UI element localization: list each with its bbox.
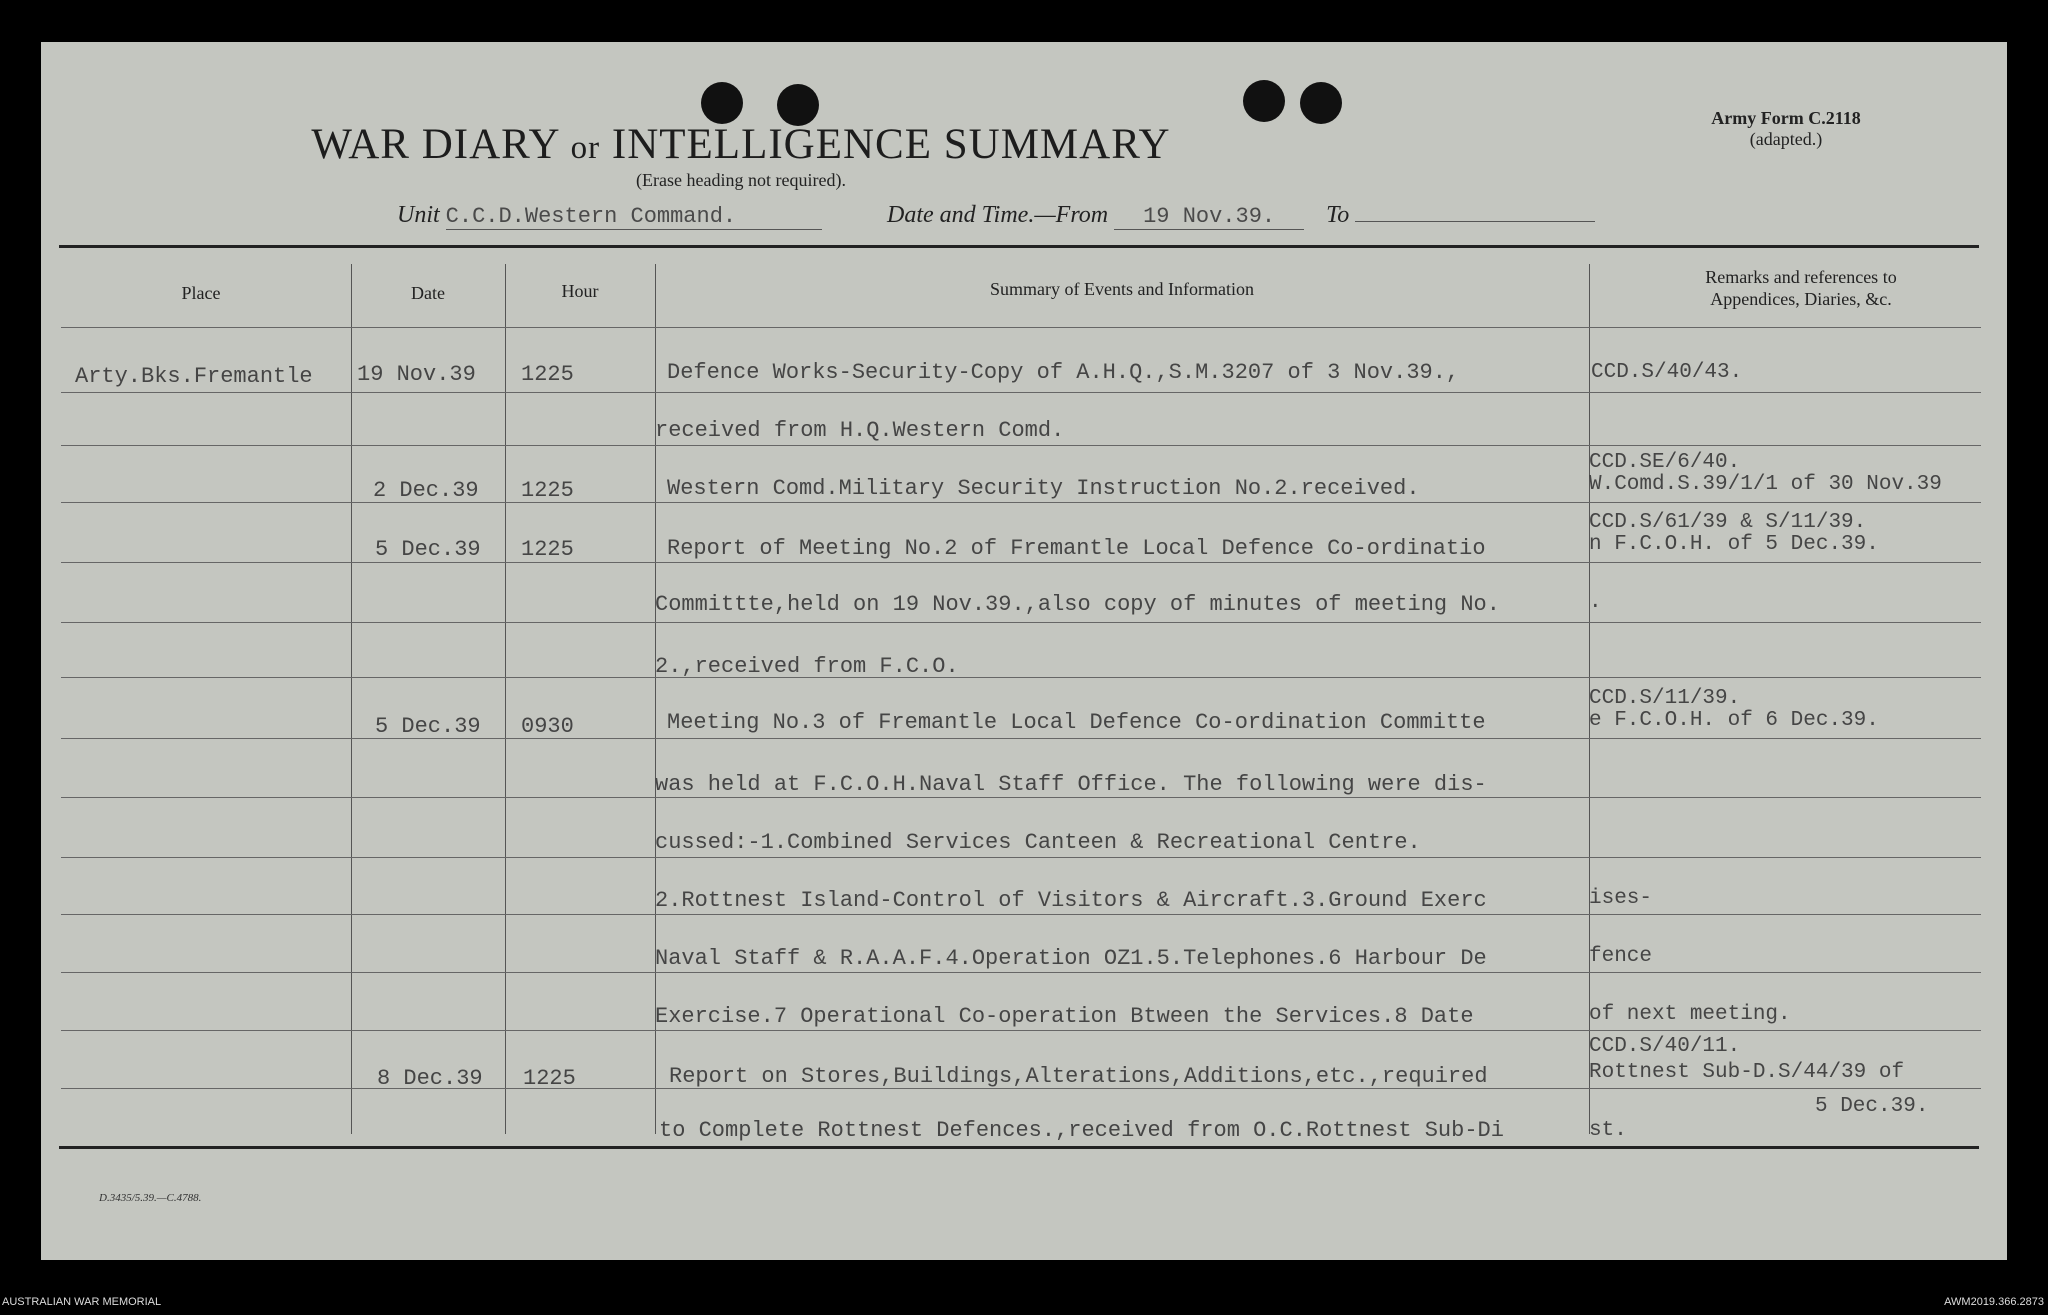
summary-line: Meeting No.3 of Fremantle Local Defence Co-ordination Committe bbox=[667, 710, 1486, 735]
date-from-line bbox=[1114, 202, 1304, 230]
diary-sheet bbox=[41, 42, 2007, 1260]
remarks-header-line2: Appendices, Diaries, &c. bbox=[1710, 289, 1892, 309]
summary-line: received from H.Q.Western Comd. bbox=[655, 418, 1065, 443]
date-cell: 19 Nov.39 bbox=[357, 362, 476, 387]
remarks-header-line1: Remarks and references to bbox=[1705, 267, 1897, 287]
place-cell: Arty.Bks.Fremantle bbox=[75, 364, 313, 389]
summary-line: to Complete Rottnest Defences.,received from O.C.Rottnest Sub-Di bbox=[659, 1118, 1504, 1143]
remarks-line: e F.C.O.H. of 6 Dec.39. bbox=[1589, 709, 1879, 732]
date-to-line bbox=[1355, 221, 1595, 222]
remarks-line: 5 Dec.39. bbox=[1815, 1095, 1929, 1118]
row-rule bbox=[61, 622, 1981, 623]
column-header-place: Place bbox=[181, 283, 221, 303]
column-header-summary: Summary of Events and Information bbox=[990, 279, 1254, 299]
row-rule bbox=[61, 392, 1981, 393]
summary-line: Report of Meeting No.2 of Fremantle Local Defence Co-ordinatio bbox=[667, 536, 1486, 561]
date-cell: 2 Dec.39 bbox=[373, 478, 479, 503]
remarks-line: ises- bbox=[1589, 887, 1653, 910]
army-form-label bbox=[1671, 108, 1901, 150]
punch-hole-icon bbox=[701, 82, 743, 124]
remarks-line: . bbox=[1589, 591, 1602, 614]
table-top-rule bbox=[59, 245, 1979, 248]
row-rule bbox=[61, 445, 1981, 446]
army-form-number: Army Form C.2118 bbox=[1711, 108, 1861, 128]
remarks-line: Rottnest Sub-D.S/44/39 of bbox=[1589, 1061, 1905, 1084]
date-from-value: 19 Nov.39. bbox=[1143, 204, 1276, 229]
unit-value: C.C.D.Western Command. bbox=[445, 204, 737, 229]
row-rule bbox=[61, 327, 1981, 328]
title-intelligence-summary: INTELLIGENCE SUMMARY bbox=[611, 121, 1171, 168]
summary-line: Exercise.7 Operational Co-operation Btween the Services.8 Date bbox=[655, 1004, 1474, 1029]
remarks-line: of next meeting. bbox=[1589, 1003, 1791, 1026]
date-time-field bbox=[887, 202, 1595, 230]
unit-field bbox=[397, 202, 822, 230]
remarks-line: CCD.S/61/39 & S/11/39. bbox=[1589, 511, 1867, 534]
date-cell: 5 Dec.39 bbox=[375, 537, 481, 562]
remarks-line: CCD.S/11/39. bbox=[1589, 687, 1741, 710]
punch-hole-icon bbox=[1243, 80, 1285, 122]
column-divider bbox=[351, 264, 352, 1134]
unit-value-line bbox=[446, 202, 822, 230]
column-header-remarks bbox=[1601, 266, 2001, 310]
hour-cell: 1225 bbox=[521, 478, 574, 503]
summary-line: Defence Works-Security-Copy of A.H.Q.,S.M.3207 of 3 Nov.39., bbox=[667, 360, 1460, 385]
hour-cell: 1225 bbox=[521, 537, 574, 562]
summary-line: Naval Staff & R.A.A.F.4.Operation OZ1.5.Telephones.6 Harbour De bbox=[655, 946, 1487, 971]
unit-label: Unit bbox=[397, 202, 440, 228]
summary-line: Western Comd.Military Security Instruction No.2.received. bbox=[667, 476, 1420, 501]
print-code: D.3435/5.39.—C.4788. bbox=[99, 1192, 202, 1204]
credit-right: AWM2019.366.2873 bbox=[1944, 1296, 2044, 1308]
row-rule bbox=[61, 914, 1981, 915]
date-to-label: To bbox=[1326, 202, 1350, 228]
title-or: or bbox=[570, 130, 601, 166]
remarks-line: n F.C.O.H. of 5 Dec.39. bbox=[1589, 533, 1879, 556]
column-header-date: Date bbox=[411, 283, 445, 303]
date-time-label: Date and Time.—From bbox=[887, 202, 1109, 228]
column-divider bbox=[505, 264, 506, 1134]
summary-line: 2.,received from F.C.O. bbox=[655, 654, 959, 679]
remarks-line: fence bbox=[1589, 945, 1653, 968]
credit-left: AUSTRALIAN WAR MEMORIAL bbox=[2, 1296, 162, 1308]
hour-cell: 1225 bbox=[523, 1066, 576, 1091]
summary-line: Report on Stores,Buildings,Alterations,Additions,etc.,required bbox=[669, 1064, 1488, 1089]
summary-line: 2.Rottnest Island-Control of Visitors & Aircraft.3.Ground Exerc bbox=[655, 888, 1487, 913]
title-war-diary: WAR DIARY bbox=[311, 121, 559, 168]
remarks-line: CCD.S/40/11. bbox=[1589, 1035, 1741, 1058]
row-rule bbox=[61, 738, 1981, 739]
row-rule bbox=[61, 562, 1981, 563]
summary-line: Committte,held on 19 Nov.39.,also copy of minutes of meeting No. bbox=[655, 592, 1500, 617]
row-rule bbox=[61, 677, 1981, 678]
form-title bbox=[41, 120, 1441, 169]
row-rule bbox=[61, 797, 1981, 798]
summary-line: cussed:-1.Combined Services Canteen & Recreational Centre. bbox=[655, 830, 1421, 855]
form-subtitle: (Erase heading not required). bbox=[636, 170, 846, 190]
row-rule bbox=[61, 857, 1981, 858]
remarks-line: CCD.SE/6/40. bbox=[1589, 451, 1741, 474]
remarks-line: CCD.S/40/43. bbox=[1591, 361, 1743, 384]
row-rule bbox=[61, 502, 1981, 503]
date-cell: 8 Dec.39 bbox=[377, 1066, 483, 1091]
column-header-hour: Hour bbox=[561, 281, 599, 301]
row-rule bbox=[61, 972, 1981, 973]
hour-cell: 0930 bbox=[521, 714, 574, 739]
remarks-line: st. bbox=[1589, 1119, 1627, 1142]
army-form-adapted: (adapted.) bbox=[1749, 129, 1823, 149]
row-rule bbox=[61, 1030, 1981, 1031]
date-cell: 5 Dec.39 bbox=[375, 714, 481, 739]
remarks-line: W.Comd.S.39/1/1 of 30 Nov.39 bbox=[1589, 473, 1942, 496]
punch-hole-icon bbox=[1300, 82, 1342, 124]
hour-cell: 1225 bbox=[521, 362, 574, 387]
table-bottom-rule bbox=[59, 1146, 1979, 1149]
summary-line: was held at F.C.O.H.Naval Staff Office. The following were dis- bbox=[655, 772, 1487, 797]
